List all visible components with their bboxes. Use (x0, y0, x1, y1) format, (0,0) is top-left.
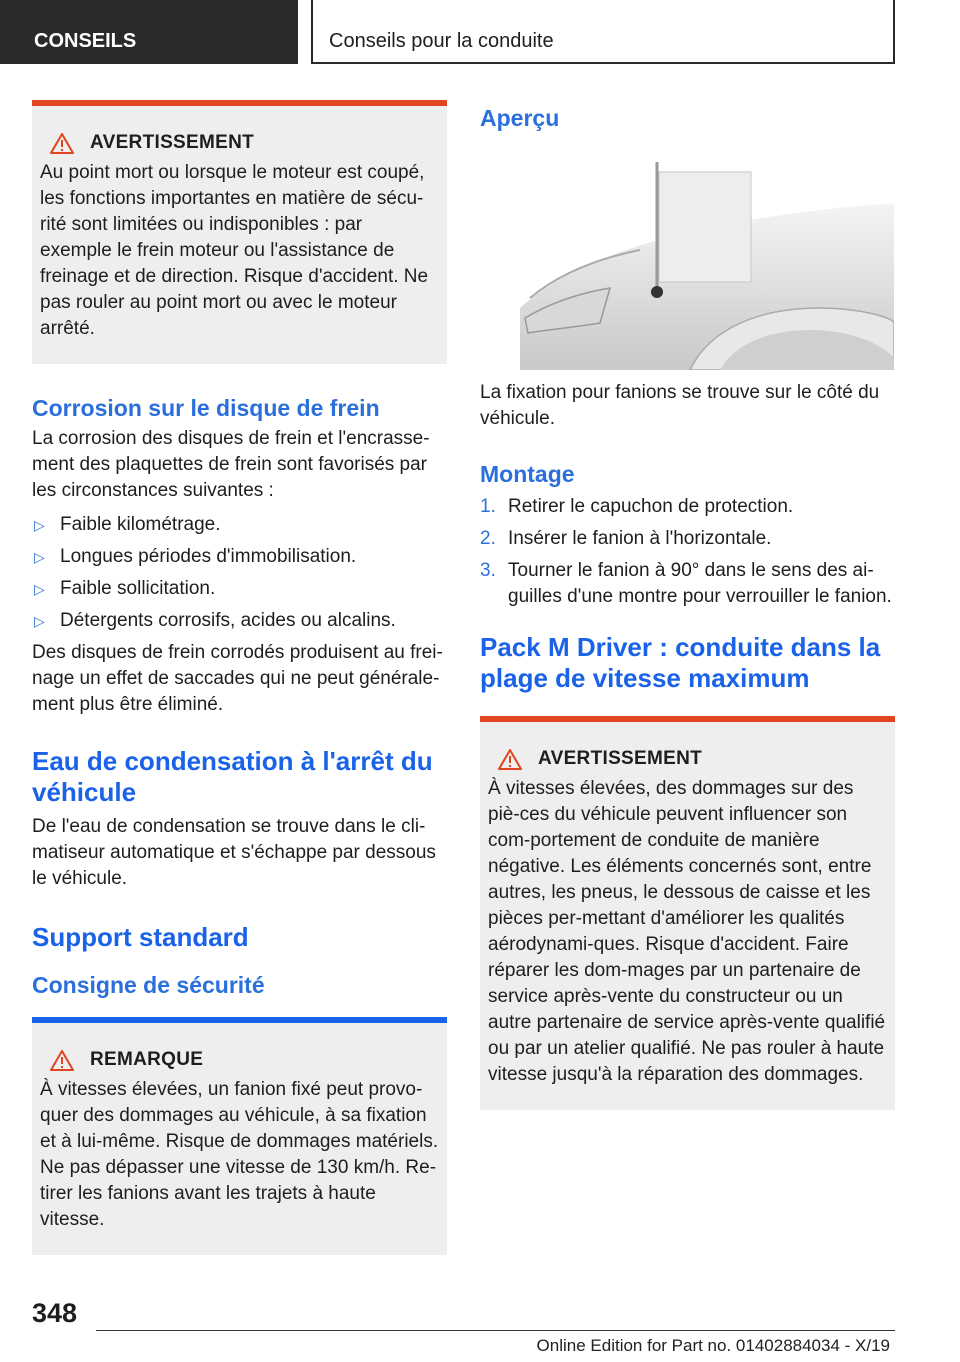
warning-triangle-icon (498, 749, 522, 770)
page-header-title: Conseils pour la conduite (311, 0, 895, 64)
car-fender-flag-icon (520, 158, 894, 370)
list-item (480, 558, 895, 610)
list-item (32, 576, 447, 602)
support-heading: Support standard (32, 922, 249, 952)
warning-text-2: À vitesses élevées, des dommages sur des piè-ces du véhicule peuvent influencer son com-portement de conduite de manière négative. Les éléments concernés sont, entre autres, les pneus, le dessous de caisse et les pièces per-mettant d'améliorer les qualités aérodynami-ques. Risque d'accident. Faire réparer les dom-mages par un partenaire de service après-vente du constructeur ou un autre partenaire de service après-vente qualifié ou par un atelier qualifié. Ne pas rouler à haute vitesse jusqu'à la réparation des dommages. (488, 778, 886, 1085)
montage-heading: Montage (480, 461, 575, 487)
step-number: 2. (480, 528, 496, 549)
warning-box-2 (480, 716, 895, 1110)
warning-label: AVERTISSEMENT (90, 132, 255, 153)
warning-box (32, 100, 447, 364)
triangle-bullet-icon: ▷ (34, 549, 45, 565)
warning-title (40, 132, 439, 154)
right-column (480, 100, 895, 1110)
note-text: À vitesses élevées, un fanion fixé peut provo-quer des dommages au véhicule, à sa fixation et à lui-même. Risque de dommages matériels. Ne pas dépasser une vitesse de 130 km/h. Re-tirer les fanions avant les trajets à haute vitesse. (40, 1079, 439, 1230)
corrosion-intro: La corrosion des disques de frein et l'encrasse-ment des plaquettes de frein sont favorisés par les circonstances suivantes : (32, 428, 430, 501)
section-tab: CONSEILS (0, 0, 298, 64)
step-number: 1. (480, 496, 496, 517)
list-item-text: Détergents corrosifs, acides ou alcalins. (60, 610, 396, 631)
corrosion-list (32, 512, 447, 634)
safety-subheading: Consigne de sécurité (32, 972, 265, 998)
list-item (32, 608, 447, 634)
list-item-text: Faible kilométrage. (60, 514, 221, 535)
montage-steps (480, 494, 895, 610)
list-item (32, 512, 447, 538)
list-item-text: Longues périodes d'immobilisation. (60, 546, 357, 567)
condensation-heading: Eau de condensation à l'arrêt du véhicule (32, 746, 433, 807)
note-triangle-icon (50, 1050, 74, 1071)
warning-label-2: AVERTISSEMENT (538, 748, 703, 769)
list-item (480, 494, 895, 520)
condensation-text: De l'eau de condensation se trouve dans le cli-matiseur automatique et s'échappe par dessous le véhicule. (32, 816, 436, 889)
left-column (32, 100, 447, 1255)
triangle-bullet-icon: ▷ (34, 517, 45, 533)
note-box (32, 1017, 447, 1255)
note-label: REMARQUE (90, 1049, 204, 1070)
step-text: Tourner le fanion à 90° dans le sens des ai-guilles d'une montre pour verrouiller le fanion. (508, 560, 892, 607)
triangle-bullet-icon: ▷ (34, 613, 45, 629)
list-item (32, 544, 447, 570)
apercu-caption: La fixation pour fanions se trouve sur le côté du véhicule. (480, 382, 880, 429)
flag-mount-illustration (520, 158, 894, 370)
apercu-heading: Aperçu (480, 105, 560, 131)
step-number: 3. (480, 560, 496, 581)
warning-triangle-icon (50, 133, 74, 154)
triangle-bullet-icon: ▷ (34, 581, 45, 597)
corrosion-heading: Corrosion sur le disque de frein (32, 395, 380, 421)
list-item (480, 526, 895, 552)
warning-title-2 (488, 748, 887, 770)
step-text: Retirer le capuchon de protection. (508, 496, 794, 517)
note-title (40, 1049, 439, 1071)
footer-divider (96, 1330, 895, 1331)
warning-text: Au point mort ou lorsque le moteur est coupé, les fonctions importantes en matière de sécu-rité sont limitées ou indisponibles : par exemple le frein moteur ou l'assistance de freinage et de direction. Risque d'accident. Ne pas rouler au point mort ou avec le moteur arrêté. (40, 162, 429, 339)
edition-note: Online Edition for Part no. 01402884034 - X/19 (536, 1336, 890, 1355)
pack-m-driver-heading: Pack M Driver : conduite dans la plage de vitesse maximum (480, 632, 881, 693)
step-text: Insérer le fanion à l'horizontale. (508, 528, 772, 549)
list-item-text: Faible sollicitation. (60, 578, 216, 599)
corrosion-outro: Des disques de frein corrodés produisent au frei-nage un effet de saccades qui ne peut générale-ment plus être éliminé. (32, 642, 443, 715)
page-number: 348 (32, 1298, 78, 1328)
